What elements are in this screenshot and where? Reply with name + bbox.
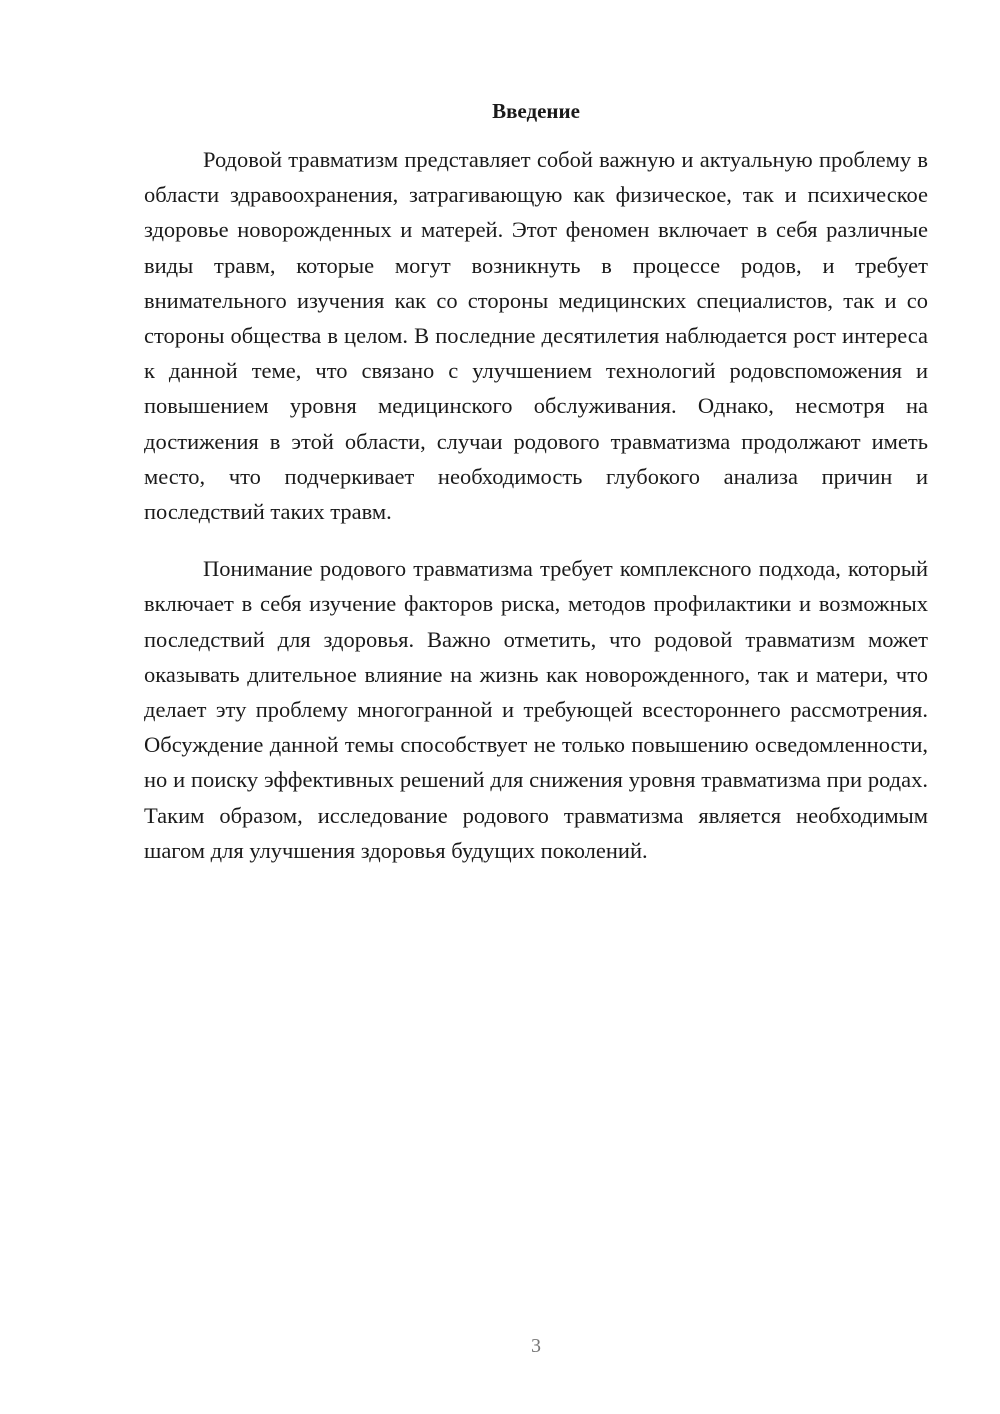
page-number: 3 <box>531 1335 541 1357</box>
paragraph-1: Родовой травматизм представляет собой важную и актуальную проблему в области здравоохранения, затрагивающую как физическое, так и психическое здоровье новорожденных и матерей. Этот феномен включает в себя различные виды травм, которые могут возникнуть в процессе родов, и требует внимательного изучения как со стороны медицинских специалистов, так и со стороны общества в целом. В последние десятилетия наблюдается рост интереса к данной теме, что связано с улучшением технологий родовспоможения и повышением уровня медицинского обслуживания. Однако, несмотря на достижения в этой области, случаи родового травматизма продолжают иметь место, что подчеркивает необходимость глубокого анализа причин и последствий таких травм. <box>144 147 928 525</box>
body-text <box>144 142 928 868</box>
section-title: Введение <box>492 99 580 123</box>
paragraph-2: Понимание родового травматизма требует комплексного подхода, который включает в себя изучение факторов риска, методов профилактики и возможных последствий для здоровья. Важно отметить, что родовой травматизм может оказывать длительное влияние на жизнь как новорожденного, так и матери, что делает эту проблему многогранной и требующей всестороннего рассмотрения. Обсуждение данной темы способствует не только повышению осведомленности, но и поиску эффективных решений для снижения уровня травматизма при родах. Таким образом, исследование родового травматизма является необходимым шагом для улучшения здоровья будущих поколений. <box>144 556 928 863</box>
